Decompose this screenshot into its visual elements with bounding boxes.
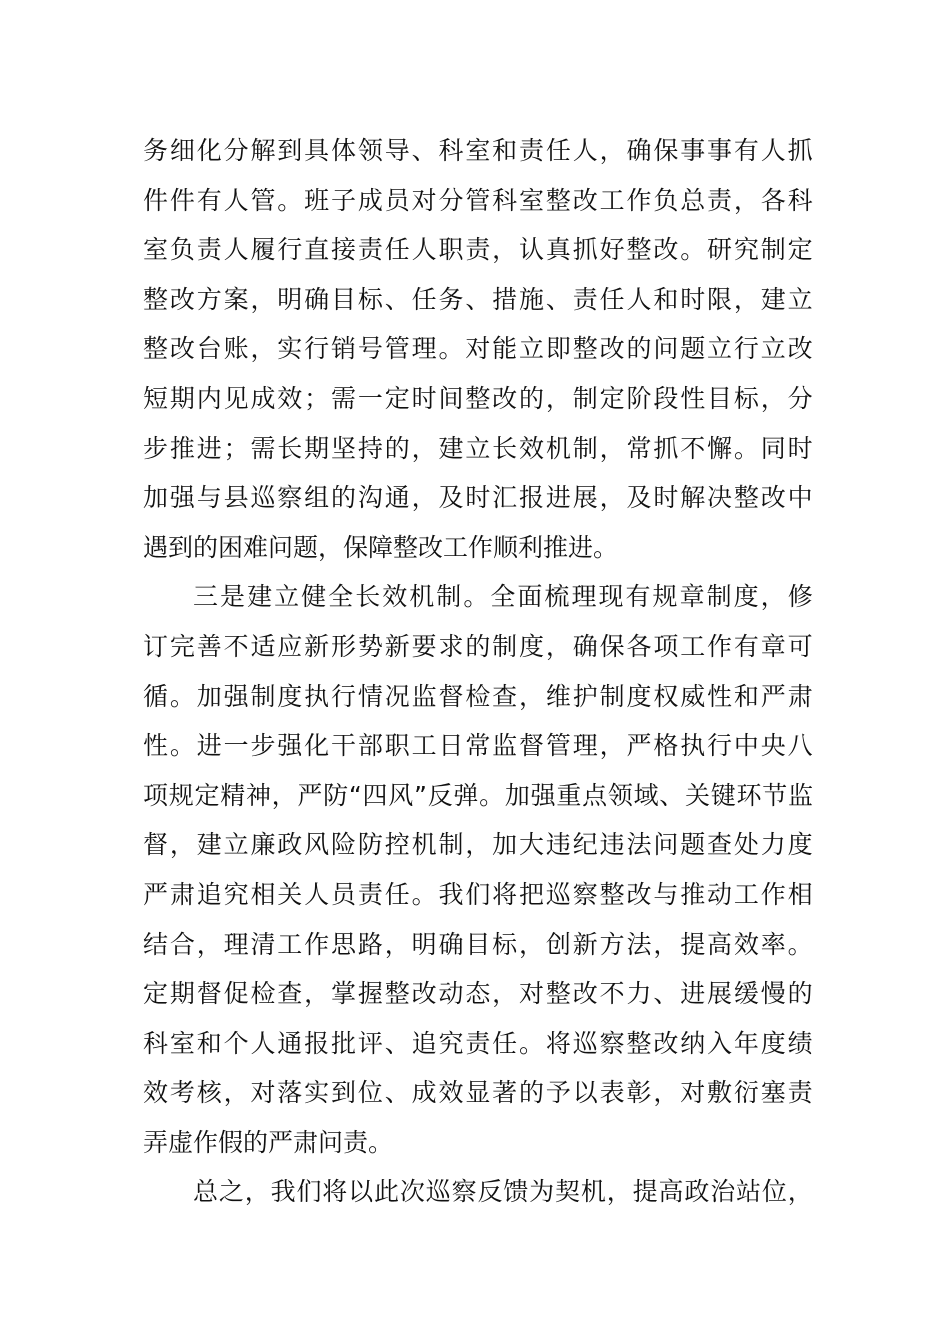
text-line: 总 之 ， 我 们 将 以 此 次 巡 察 反 馈 为 契 机 ， 提 高 政 治 站 位 ， bbox=[193, 1177, 813, 1207]
text-line: 室 负 责 人 履 行 直 接 责 任 人 职 责 ， 认 真 抓 好 整 改 。 研 究 制 定 bbox=[143, 235, 813, 265]
text-line: 短 期 内 见 成 效 ； 需 一 定 时 间 整 改 的 ， 制 定 阶 段 性 目 标 ， 分 bbox=[143, 383, 813, 413]
text-line: 性 。 进 一 步 强 化 干 部 职 工 日 常 监 督 管 理 ， 严 格 执 行 中 央 八 bbox=[143, 731, 813, 761]
text-line: 督 ， 建 立 廉 政 风 险 防 控 机 制 ， 加 大 违 纪 违 法 问 题 查 处 力 度 bbox=[143, 830, 813, 860]
text-line: 整 改 台 账 ， 实 行 销 号 管 理 。 对 能 立 即 整 改 的 问 题 立 行 立 改 bbox=[143, 334, 813, 364]
text-line: 整 改 方 案 ， 明 确 目 标 、 任 务 、 措 施 、 责 任 人 和 时 限 ， 建 立 bbox=[143, 284, 813, 314]
text-line: 项 规 定 精 神 ， 严 防 “ 四 风 ” 反 弹 。 加 强 重 点 领 域 、 关 键 环 节 监 bbox=[143, 780, 813, 810]
text-line: 循 。 加 强 制 度 执 行 情 况 监 督 检 查 ， 维 护 制 度 权 威 性 和 严 肃 bbox=[143, 681, 813, 711]
text-line: 结 合 ， 理 清 工 作 思 路 ， 明 确 目 标 ， 创 新 方 法 ， 提 高 效 率 。 bbox=[143, 929, 813, 959]
text-line: 三 是 建 立 健 全 长 效 机 制 。 全 面 梳 理 现 有 规 章 制 度 ， 修 bbox=[193, 582, 813, 612]
body-text bbox=[143, 126, 813, 1217]
text-line: 定 期 督 促 检 查 ， 掌 握 整 改 动 态 ， 对 整 改 不 力 、 进 展 缓 慢 的 bbox=[143, 979, 813, 1009]
text-line: 效 考 核 ， 对 落 实 到 位 、 成 效 显 著 的 予 以 表 彰 ， 对 敷 衍 塞 责 bbox=[143, 1078, 813, 1108]
text-line: 科 室 和 个 人 通 报 批 评 、 追 究 责 任 。 将 巡 察 整 改 纳 入 年 度 绩 bbox=[143, 1028, 813, 1058]
text-line: 务 细 化 分 解 到 具 体 领 导 、 科 室 和 责 任 人 ， 确 保 事 事 有 人 抓 bbox=[143, 136, 813, 165]
text-line: 订 完 善 不 适 应 新 形 势 新 要 求 的 制 度 ， 确 保 各 项 工 作 有 章 可 bbox=[143, 631, 813, 661]
text-line: 加 强 与 县 巡 察 组 的 沟 通 ， 及 时 汇 报 进 展 ， 及 时 解 决 整 改 中 bbox=[143, 483, 813, 513]
text-line: 弄虚作假的严肃问责。 bbox=[143, 1127, 394, 1157]
text-line: 严 肃 追 究 相 关 人 员 责 任 。 我 们 将 把 巡 察 整 改 与 推 动 工 作 相 bbox=[143, 879, 813, 909]
text-line: 步 推 进 ； 需 长 期 坚 持 的 ， 建 立 长 效 机 制 ， 常 抓 不 懈 。 同 时 bbox=[143, 433, 813, 463]
text-line: 件 件 有 人 管 。 班 子 成 员 对 分 管 科 室 整 改 工 作 负 总 责 ， 各 科 bbox=[143, 185, 813, 215]
text-line: 遇到的困难问题，保障整改工作顺利推进。 bbox=[143, 532, 619, 562]
